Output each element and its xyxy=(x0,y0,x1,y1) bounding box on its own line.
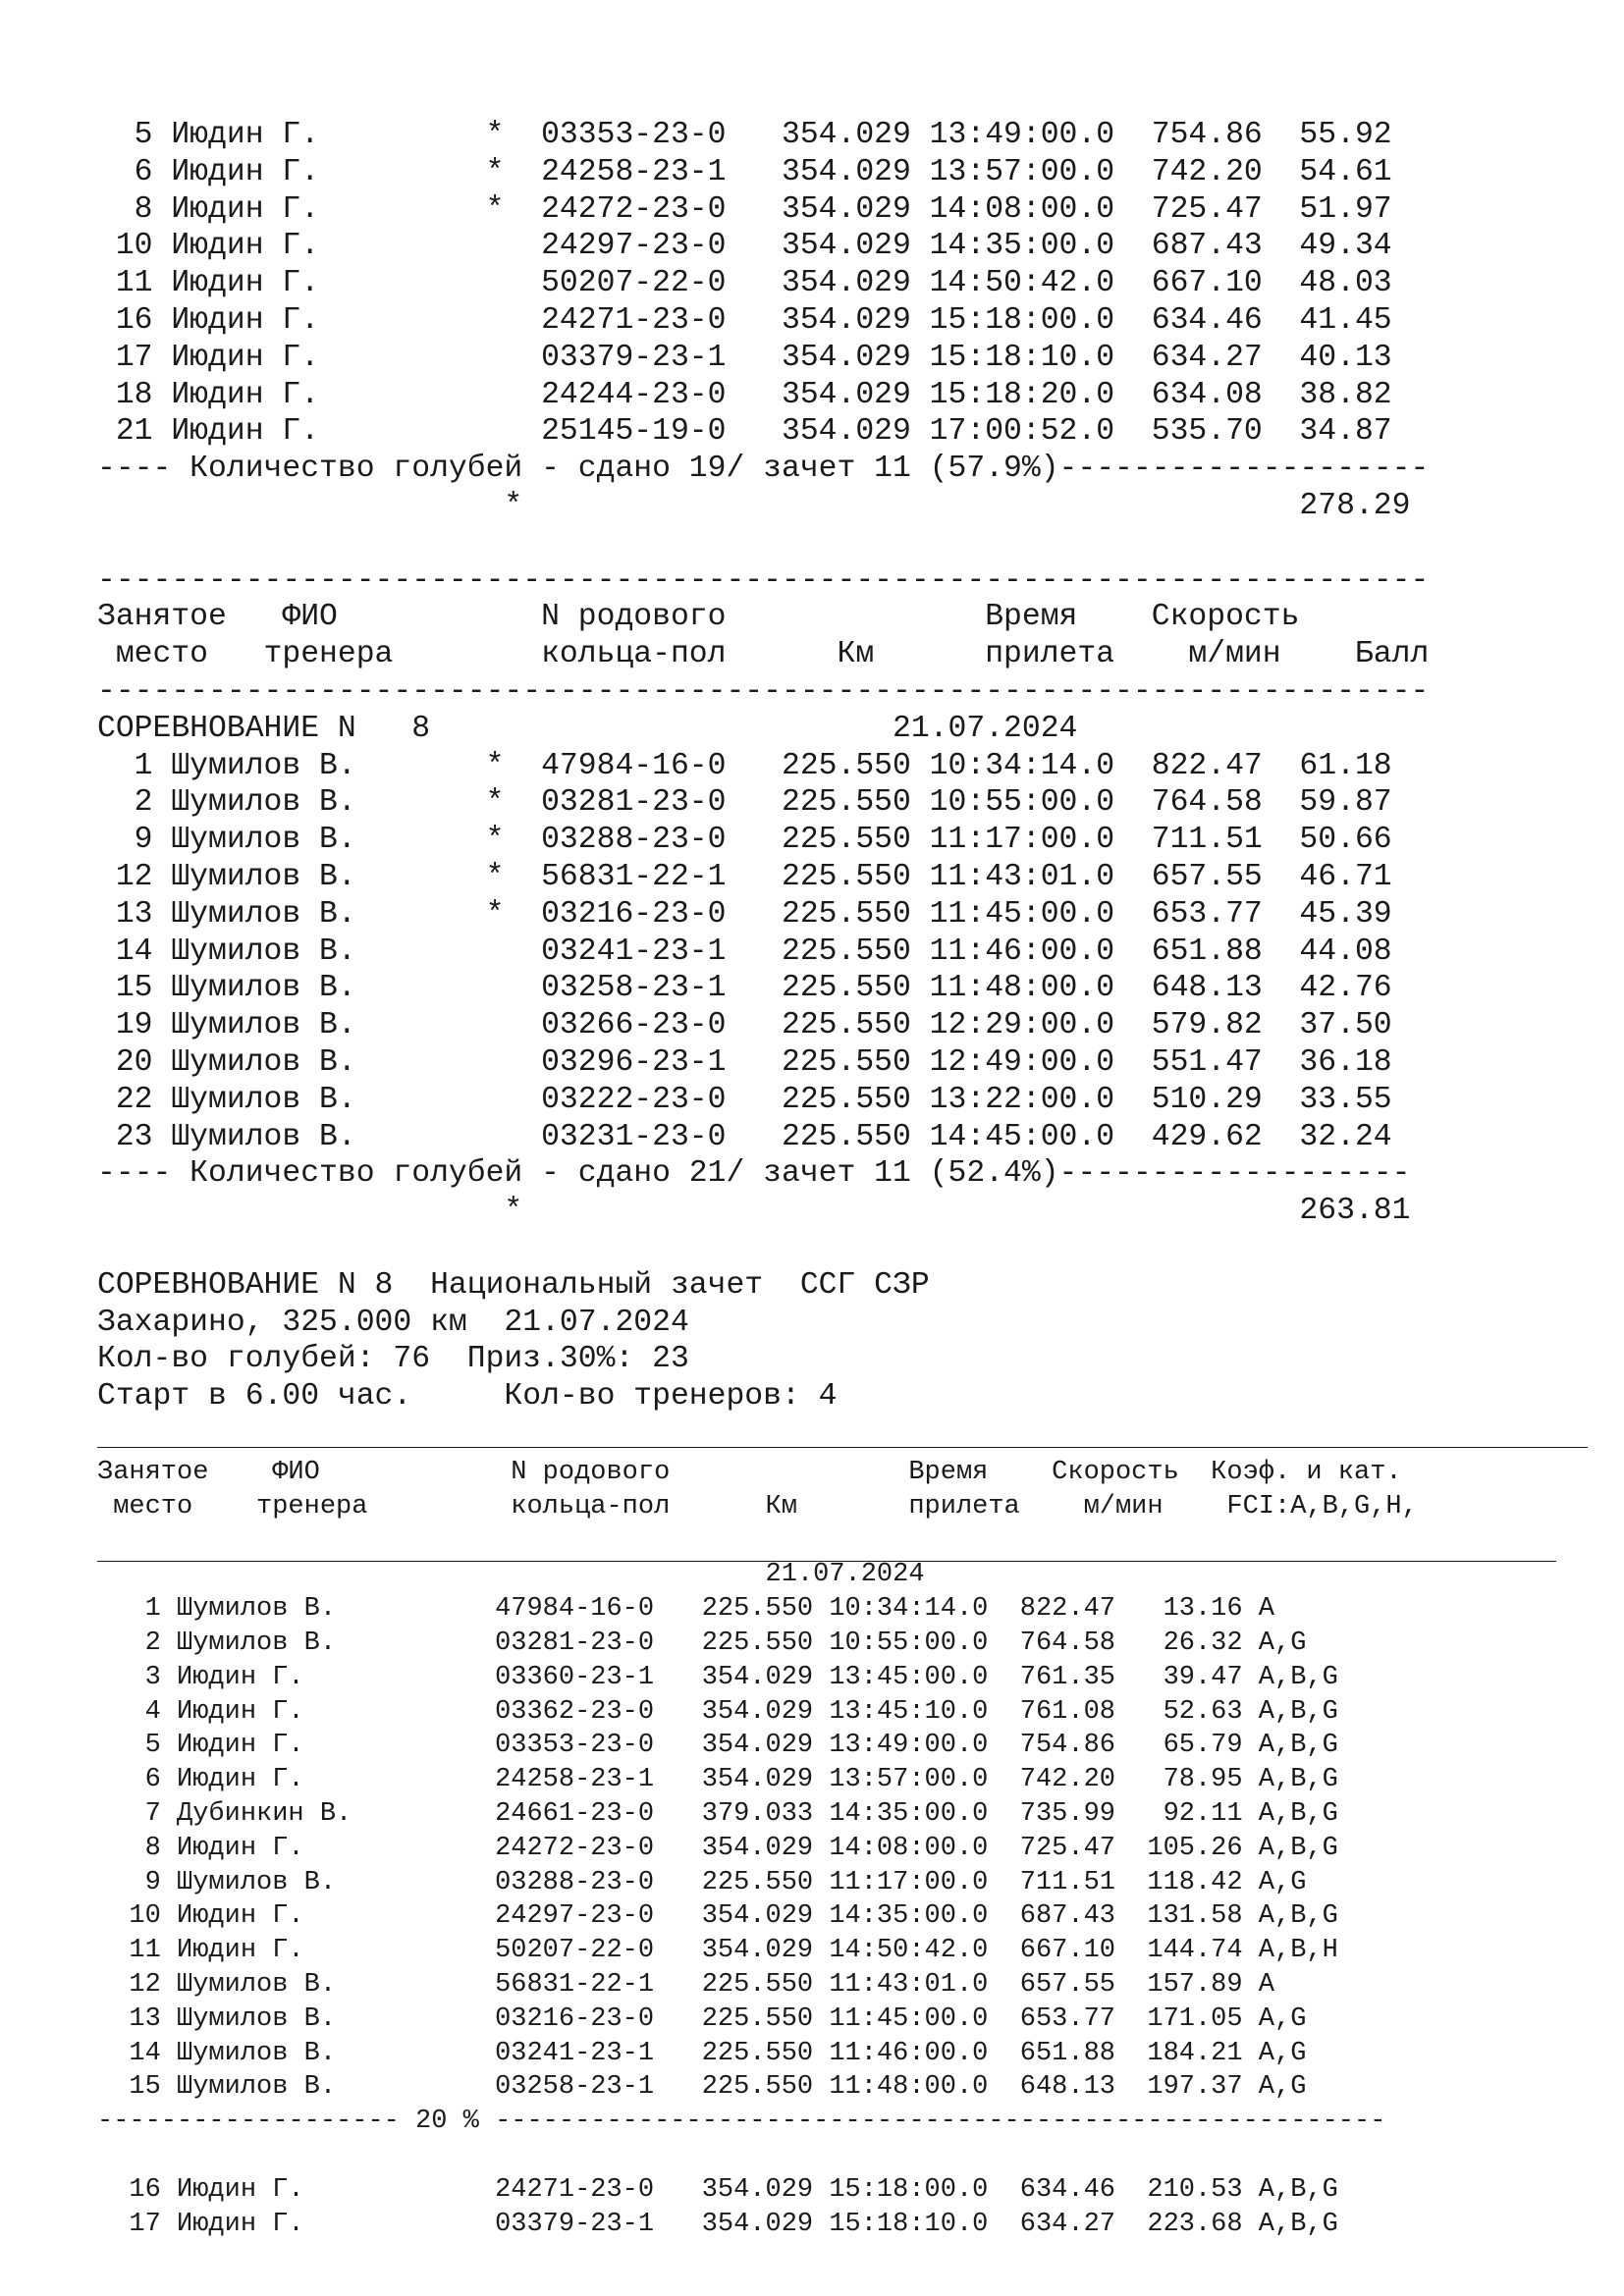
results-line: 12 Шумилов В. * 56831-22-1 225.550 11:43:01.0 657.55 46.71 xyxy=(97,859,1392,894)
results-line: 14 Шумилов В. 03241-23-1 225.550 11:46:00.0 651.88 184.21 A,G xyxy=(97,2038,1307,2068)
results-line: 23 Шумилов В. 03231-23-0 225.550 14:45:00.0 429.62 32.24 xyxy=(97,1119,1392,1154)
results-line: 14 Шумилов В. 03241-23-1 225.550 11:46:00.0 651.88 44.08 xyxy=(97,934,1392,969)
blank-line xyxy=(97,1524,1418,1559)
summary-line: ---- Количество голубей - сдано 21/ зачет 11 (52.4%)------------------- xyxy=(97,1156,1411,1192)
results-line: 1 Шумилов В. 47984-16-0 225.550 10:34:14.0 822.47 13.16 A xyxy=(97,1594,1274,1625)
results-line: 20 Шумилов В. 03296-23-1 225.550 12:49:00.0 551.47 36.18 xyxy=(97,1044,1392,1080)
results-line: 17 Июдин Г. 03379-23-1 354.029 15:18:10.0 634.27 223.68 A,B,G xyxy=(97,2209,1338,2239)
table-top-rule xyxy=(97,1447,1588,1448)
results-line: 6 Июдин Г. * 24258-23-1 354.029 13:57:00.0 742.20 54.61 xyxy=(97,154,1392,189)
results-line: 3 Июдин Г. 03360-23-1 354.029 13:45:00.0 761.35 39.47 A,B,G xyxy=(97,1662,1338,1692)
competition-info: Кол-во голубей: 76 Приз.30%: 23 xyxy=(97,1342,689,1377)
results-line: 19 Шумилов В. 03266-23-0 225.550 12:29:00.0 579.82 37.50 xyxy=(97,1008,1392,1043)
results-line: 10 Июдин Г. 24297-23-0 354.029 14:35:00.0 687.43 131.58 A,B,G xyxy=(97,1901,1338,1932)
results-line: 15 Шумилов В. 03258-23-1 225.550 11:48:00.0 648.13 42.76 xyxy=(97,971,1392,1006)
total-line: * 263.81 xyxy=(97,1194,1411,1229)
blank-line xyxy=(97,2139,1418,2173)
results-line: 22 Шумилов В. 03222-23-0 225.550 13:22:00.0 510.29 33.55 xyxy=(97,1082,1392,1117)
blank-line xyxy=(97,1230,1429,1267)
results-line: 10 Июдин Г. 24297-23-0 354.029 14:35:00.0 687.43 49.34 xyxy=(97,229,1392,264)
results-line: 2 Шумилов В. * 03281-23-0 225.550 10:55:00.0 764.58 59.87 xyxy=(97,785,1392,821)
results-line: 21 Июдин Г. 25145-19-0 354.029 17:00:52.0 535.70 34.87 xyxy=(97,414,1392,450)
table-header-rule xyxy=(97,1561,1556,1562)
results-line: 11 Июдин Г. 50207-22-0 354.029 14:50:42.0 667.10 144.74 A,B,H xyxy=(97,1936,1338,1966)
divider-line: ------------------------------------------------------------------------ xyxy=(97,673,1430,709)
header-line: Занятое ФИО N родового Время Скорость Коэф. и кат. xyxy=(97,1458,1402,1487)
results-line: 8 Июдин Г. 24272-23-0 354.029 14:08:00.0 725.47 105.26 A,B,G xyxy=(97,1833,1338,1863)
results-line: 4 Июдин Г. 03362-23-0 354.029 13:45:10.0 761.08 52.63 A,B,G xyxy=(97,1696,1338,1727)
competition-info: Захарино, 325.000 км 21.07.2024 xyxy=(97,1305,689,1340)
results-line: 16 Июдин Г. 24271-23-0 354.029 15:18:00.0 634.46 41.45 xyxy=(97,302,1392,338)
blank-line xyxy=(97,525,1429,562)
date-line: 21.07.2024 xyxy=(97,1560,925,1590)
competition-info: СОРЕВНОВАНИЕ N 8 Национальный зачет ССГ СЗР xyxy=(97,1267,930,1303)
results-line: 13 Шумилов В. 03216-23-0 225.550 11:45:00.0 653.77 171.05 A,G xyxy=(97,2003,1307,2034)
results-section-1 xyxy=(97,117,1429,1415)
results-line: 9 Шумилов В. 03288-23-0 225.550 11:17:00.0 711.51 118.42 A,G xyxy=(97,1867,1307,1897)
results-line: 6 Июдин Г. 24258-23-1 354.029 13:57:00.0 742.20 78.95 A,B,G xyxy=(97,1765,1338,1795)
results-section-2 xyxy=(97,1456,1418,2241)
results-line: 5 Июдин Г. * 03353-23-0 354.029 13:49:00.0 754.86 55.92 xyxy=(97,118,1392,152)
percent-divider: ------------------- 20 % -------------------------------------------------------- xyxy=(97,2107,1386,2137)
divider-line: ------------------------------------------------------------------------ xyxy=(97,562,1430,598)
results-line: 8 Июдин Г. * 24272-23-0 354.029 14:08:00.0 725.47 51.97 xyxy=(97,191,1392,227)
header-line: Занятое ФИО N родового Время Скорость xyxy=(97,600,1300,635)
header-line: место тренера кольца-пол Км прилета м/мин Балл xyxy=(97,637,1430,672)
results-line: 17 Июдин Г. 03379-23-1 354.029 15:18:10.0 634.27 40.13 xyxy=(97,340,1392,375)
results-line: 18 Июдин Г. 24244-23-0 354.029 15:18:20.0 634.08 38.82 xyxy=(97,377,1392,412)
results-line: 11 Июдин Г. 50207-22-0 354.029 14:50:42.0 667.10 48.03 xyxy=(97,266,1392,301)
competition-title: СОРЕВНОВАНИЕ N 8 21.07.2024 xyxy=(97,711,1078,746)
total-line: * 278.29 xyxy=(97,488,1411,523)
results-line: 7 Дубинкин В. 24661-23-0 379.033 14:35:00.0 735.99 92.11 A,B,G xyxy=(97,1798,1338,1829)
results-line: 12 Шумилов В. 56831-22-1 225.550 11:43:01.0 657.55 157.89 A xyxy=(97,1969,1274,2000)
results-line: 5 Июдин Г. 03353-23-0 354.029 13:49:00.0 754.86 65.79 A,B,G xyxy=(97,1731,1338,1761)
results-line: 1 Шумилов В. * 47984-16-0 225.550 10:34:14.0 822.47 61.18 xyxy=(97,748,1392,783)
header-line: место тренера кольца-пол Км прилета м/мин FCI:A,B,G,H, xyxy=(97,1491,1418,1522)
results-line: 16 Июдин Г. 24271-23-0 354.029 15:18:00.0 634.46 210.53 A,B,G xyxy=(97,2174,1338,2205)
results-line: 15 Шумилов В. 03258-23-1 225.550 11:48:00.0 648.13 197.37 A,G xyxy=(97,2072,1307,2103)
results-line: 9 Шумилов В. * 03288-23-0 225.550 11:17:00.0 711.51 50.66 xyxy=(97,823,1392,858)
competition-info: Старт в 6.00 час. Кол-во тренеров: 4 xyxy=(97,1379,838,1415)
results-line: 13 Шумилов В. * 03216-23-0 225.550 11:45:00.0 653.77 45.39 xyxy=(97,896,1392,932)
summary-line: ---- Количество голубей - сдано 19/ зачет 11 (57.9%)-------------------- xyxy=(97,452,1430,487)
results-line: 2 Шумилов В. 03281-23-0 225.550 10:55:00.0 764.58 26.32 A,G xyxy=(97,1628,1307,1658)
